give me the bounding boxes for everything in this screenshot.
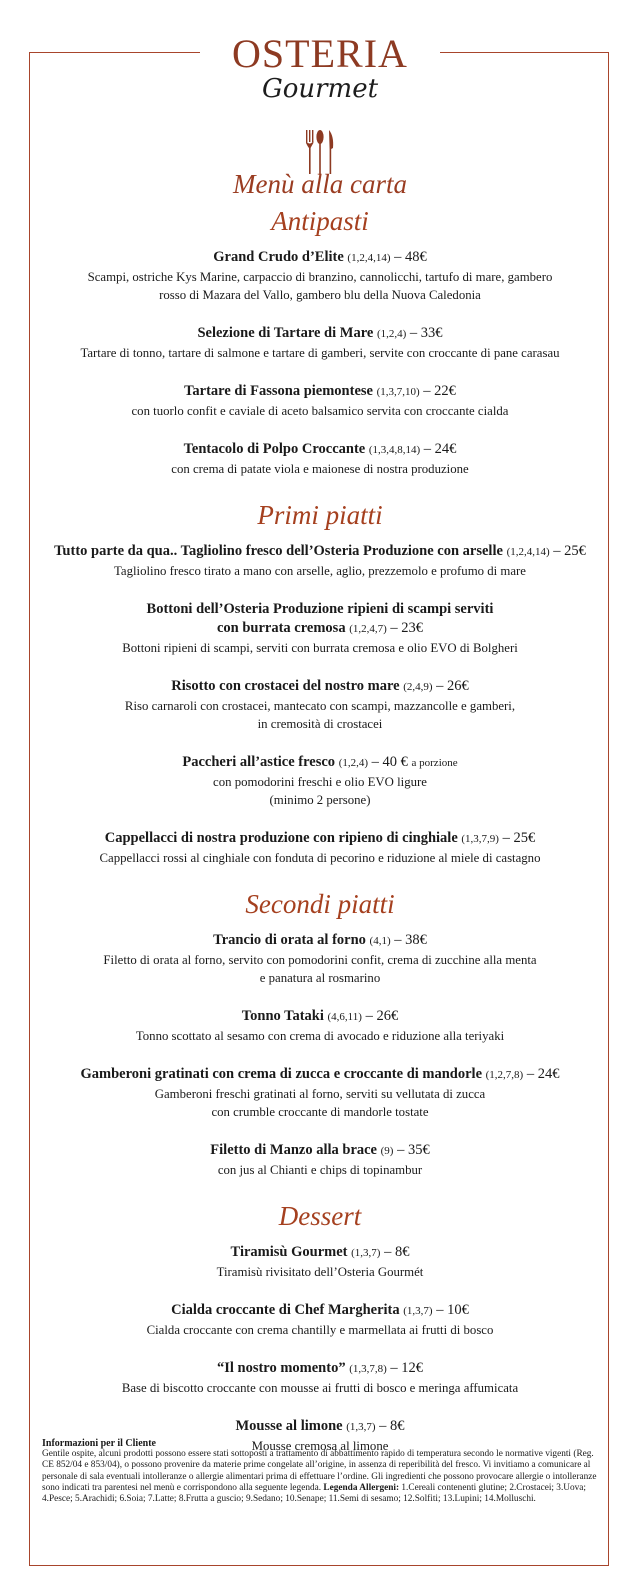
- dish-name: Trancio di orata al forno: [213, 932, 366, 948]
- dish-price: – 8€: [379, 1418, 405, 1434]
- dish-allergens: (4,6,11): [327, 1011, 362, 1023]
- dish-description: Cialda croccante con crema chantilly e marmellata ai frutti di bosco: [146, 1323, 494, 1337]
- dish-description: Tonno scottato al sesamo con crema di avocado e riduzione alla teriyaki: [135, 1029, 505, 1043]
- dish-allergens: (4,1): [369, 935, 391, 947]
- menu-item: [40, 753, 600, 809]
- dish-description: Riso carnaroli con crostacei, mantecato con scampi, mazzancolle e gamberi, in cremosità di crostacei: [124, 699, 516, 731]
- menu-item: [40, 677, 600, 733]
- dish-description: con pomodorini freschi e olio EVO ligure (minimo 2 persone): [213, 775, 427, 807]
- dish-price: – 25€: [553, 543, 586, 559]
- dish-allergens: (1,2,4): [338, 757, 369, 769]
- logo-main-text: OSTERIA: [232, 31, 408, 76]
- dish-allergens: (1,3,7,10): [376, 386, 420, 398]
- dish-name: Tartare di Fassona piemontese: [184, 383, 373, 399]
- dish-allergens: (1,3,7): [346, 1421, 376, 1433]
- dish-heading: [40, 931, 600, 951]
- menu-item: [40, 1007, 600, 1045]
- dish-price: – 23€: [390, 620, 424, 636]
- dish-heading: [40, 1141, 600, 1161]
- dish-name: Risotto con crostacei del nostro mare: [171, 678, 400, 694]
- dish-allergens: (1,3,7,9): [461, 833, 499, 845]
- section-title: Dessert: [278, 1201, 362, 1231]
- menu-sections: [40, 204, 600, 1455]
- menu-item: [40, 440, 600, 478]
- menu-item: [40, 600, 600, 657]
- dish-name: Gamberoni gratinati con crema di zucca e croccante di mandorle: [80, 1066, 483, 1082]
- dish-price: – 22€: [423, 383, 456, 399]
- dish-allergens: (1,3,7): [403, 1305, 433, 1317]
- dish-price: – 35€: [397, 1142, 430, 1158]
- dish-name: Mousse al limone: [235, 1418, 343, 1434]
- section-title: Antipasti: [271, 206, 369, 236]
- allergen-legend: 1.Cereali contenenti glutine; 2.Crostacei; 3.Uova; 4.Pesce; 5.Arachidi; 6.Soia; 7.Latte; 8.Frutta a guscio; 9.Sedano; 10.Senape; 11.Semi di sesamo; 12.Solfiti; 13.Lupini; 14.Molluschi.: [42, 1482, 587, 1505]
- dish-price: – 33€: [409, 325, 443, 341]
- menu-item: [40, 931, 600, 987]
- menu-content: [40, 168, 600, 1475]
- dish-heading: [40, 1359, 600, 1379]
- dish-price: – 12€: [390, 1360, 424, 1376]
- dish-name: Cappellacci di nostra produzione con ripieno di cinghiale: [104, 830, 458, 846]
- menu-section: [40, 204, 600, 478]
- dish-name: Bottoni dell’Osteria Produzione ripieni di scampi serviti con burrata cremosa: [146, 601, 494, 636]
- dish-name: Tiramisù Gourmet: [230, 1244, 348, 1260]
- dish-name: Tonno Tataki: [241, 1008, 324, 1024]
- dish-heading: [40, 1301, 600, 1321]
- info-body: [42, 1449, 598, 1505]
- dish-allergens: (9): [380, 1145, 394, 1157]
- dish-heading: [40, 324, 600, 344]
- dish-allergens: (1,2,7,8): [485, 1069, 524, 1081]
- section-title: Secondi piatti: [245, 889, 395, 919]
- menu-title: Menù alla carta: [233, 169, 407, 199]
- menu-item: [40, 1301, 600, 1339]
- dish-description: Filetto di orata al forno, servito con pomodorini confit, crema di zucchine alla menta e panatura al rosmarino: [103, 953, 537, 985]
- dish-heading: [40, 1243, 600, 1263]
- dish-heading: [40, 600, 600, 639]
- dish-name: Selezione di Tartare di Mare: [197, 325, 374, 341]
- menu-item: [40, 1243, 600, 1281]
- dish-description: con crema di patate viola e maionese di nostra produzione: [171, 462, 469, 476]
- dish-name: Paccheri all’astice fresco: [182, 754, 336, 770]
- dish-heading: [40, 1007, 600, 1027]
- dish-description: Scampi, ostriche Kys Marine, carpaccio di branzino, cannolicchi, tartufo di mare, gambero rosso di Mazara del Vallo, gambero blu della Nuova Caledonia: [87, 270, 553, 302]
- dish-name: Grand Crudo d’Elite: [213, 249, 344, 265]
- dish-description: Tagliolino fresco tirato a mano con arselle, aglio, prezzemolo e profumo di mare: [113, 564, 526, 578]
- dish-price: – 24€: [526, 1066, 560, 1082]
- dish-description: Tiramisù rivisitato dell’Osteria Gourmét: [216, 1265, 424, 1279]
- logo-script-text: Gourmet: [261, 74, 379, 104]
- logo: [200, 22, 440, 162]
- menu-section: [40, 887, 600, 1179]
- dish-allergens: (1,3,7,8): [349, 1363, 387, 1375]
- dish-heading: [40, 1417, 600, 1437]
- dish-name: Cialda croccante di Chef Margherita: [171, 1302, 400, 1318]
- dish-allergens: (1,2,4,7): [349, 623, 387, 635]
- dish-heading: [40, 1065, 600, 1085]
- customer-info: [42, 1438, 598, 1505]
- dish-allergens: (2,4,9): [403, 681, 433, 693]
- dish-allergens: (1,3,4,8,14): [368, 444, 421, 456]
- dish-description: Tartare di tonno, tartare di salmone e tartare di gamberi, servite con croccante di pane carasau: [80, 346, 560, 360]
- dish-allergens: (1,2,4): [376, 328, 407, 340]
- dish-heading: [40, 677, 600, 697]
- allergen-legend-label: Legenda Allergeni:: [323, 1482, 400, 1493]
- menu-item: [40, 829, 600, 867]
- dish-heading: [40, 440, 600, 460]
- dish-allergens: (1,2,4,14): [506, 546, 550, 558]
- info-title: Informazioni per il Cliente: [42, 1438, 156, 1449]
- dish-description: Cappellacci rossi al cinghiale con fonduta di pecorino e riduzione al miele di castagno: [99, 851, 541, 865]
- menu-section: [40, 498, 600, 867]
- dish-price: – 26€: [365, 1008, 399, 1024]
- menu-item: [40, 382, 600, 420]
- menu-item: [40, 1141, 600, 1179]
- dish-allergens: (1,2,4,14): [347, 252, 391, 264]
- dish-heading: [40, 753, 600, 773]
- dish-name: Tutto parte da qua.. Tagliolino fresco dell’Osteria Produzione con arselle: [54, 543, 503, 559]
- dish-description: Base di biscotto croccante con mousse ai frutti di bosco e meringa affumicata: [121, 1381, 519, 1395]
- dish-description: con tuorlo confit e caviale di aceto balsamico servita con croccante cialda: [131, 404, 509, 418]
- dish-description: con jus al Chianti e chips di topinambur: [217, 1163, 423, 1177]
- dish-description: Bottoni ripieni di scampi, serviti con burrata cremosa e olio EVO di Bolgheri: [122, 641, 518, 655]
- menu-item: [40, 542, 600, 580]
- dish-price: – 24€: [423, 441, 457, 457]
- menu-item: [40, 324, 600, 362]
- dish-description: Gamberoni freschi gratinati al forno, serviti su vellutata di zucca con crumble croccante di mandorle tostate: [154, 1087, 486, 1119]
- menu-section: [40, 1199, 600, 1455]
- dish-name: Tentacolo di Polpo Croccante: [183, 441, 366, 457]
- dish-price: – 38€: [394, 932, 427, 948]
- dish-name: “Il nostro momento”: [216, 1360, 346, 1376]
- section-title: Primi piatti: [257, 500, 383, 530]
- info-body-text: Gentile ospite, alcuni prodotti possono essere stati sottoposti a trattamento di abbattimento rapido di temperatura secondo le normative vigenti (Reg. CE 852/04 e 853/04), o possono provenire da materie prime congelate all’origine, in assenza di reperibilità del fresco. Vi invitiamo a comunicare al personale di sala eventuali intolleranze o allergie alimentari prima di effettuare l’ordine. Gli ingredienti che possono provocare allergie o intolleranze sono indicati tra parentesi nel menù e corrispondono alla seguente legenda.: [42, 1449, 597, 1493]
- dish-price: – 25€: [502, 830, 536, 846]
- dish-price: – 10€: [436, 1302, 469, 1318]
- dish-price: – 40 €: [371, 754, 408, 770]
- menu-item: [40, 1065, 600, 1121]
- dish-heading: [40, 542, 600, 562]
- menu-item: [40, 1359, 600, 1397]
- dish-heading: [40, 248, 600, 268]
- dish-allergens: (1,3,7): [351, 1247, 381, 1259]
- menu-item: [40, 248, 600, 304]
- price-note: a porzione: [411, 757, 458, 769]
- dish-price: – 8€: [384, 1244, 410, 1260]
- dish-description: Mousse cremosa al limone: [251, 1439, 389, 1453]
- dish-heading: [40, 829, 600, 849]
- dish-price: – 26€: [436, 678, 469, 694]
- dish-name: Filetto di Manzo alla brace: [210, 1142, 377, 1158]
- dish-heading: [40, 382, 600, 402]
- dish-price: – 48€: [394, 249, 427, 265]
